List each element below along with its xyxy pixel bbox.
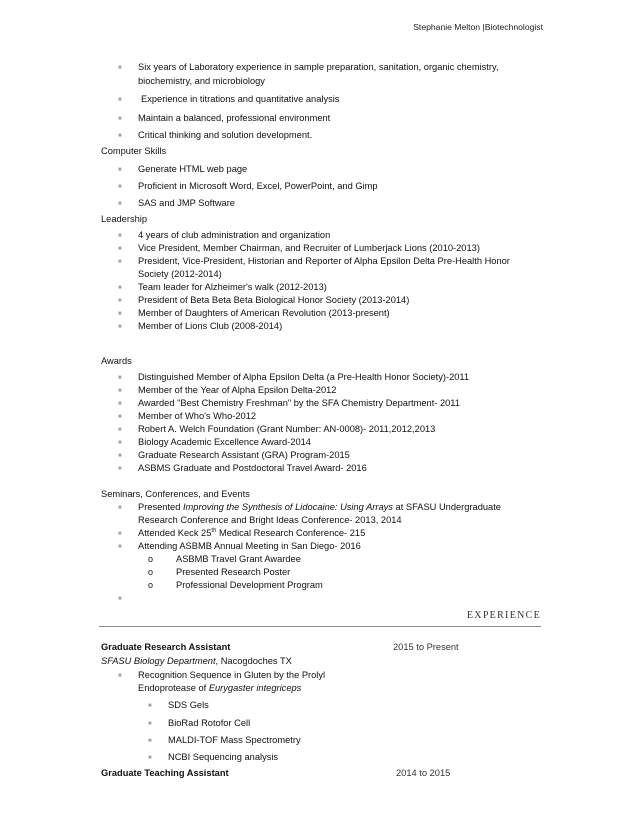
leadership-item: Member of Daughters of American Revolution (2013-present) [138,308,390,318]
bullet-icon: ■ [118,201,122,207]
bullet-icon: ■ [118,414,122,420]
bullet-icon: ■ [118,65,122,71]
lab-item: Maintain a balanced, professional environment [138,113,331,123]
computer-item: SAS and JMP Software [138,198,235,208]
award-item: Distinguished Member of Alpha Epsilon Delta (a Pre-Health Honor Society)-2011 [138,372,470,382]
bullet-icon: ■ [118,233,122,239]
bullet-icon: ■ [118,259,122,265]
seminar-subitem: Professional Development Program [176,580,323,590]
bullet-icon: ■ [148,738,152,744]
seminar-item [138,502,501,512]
bullet-icon: ■ [148,703,152,709]
seminar-text: Medical Research Conference- 215 [216,528,366,539]
bullet-icon: ■ [118,388,122,394]
leadership-item: 4 years of club administration and organization [138,230,331,240]
award-item: Member of Who's Who-2012 [138,411,257,421]
sub-bullet-icon: o [148,567,154,577]
bullet-icon: ■ [118,453,122,459]
computer-item: Generate HTML web page [138,164,248,174]
bullet-icon: ■ [118,246,122,252]
bullet-icon: ■ [118,184,122,190]
bullet-icon: ■ [148,755,152,761]
leadership-item: Society (2012-2014) [138,269,222,279]
bullet-icon: ■ [118,596,122,602]
bullet-icon: ■ [118,311,122,317]
leadership-item: Member of Lions Club (2008-2014) [138,321,283,331]
bullet-icon: ■ [118,167,122,173]
lab-item: Critical thinking and solution development. [138,130,313,140]
bullet-icon: ■ [118,116,122,122]
superscript: th [211,528,217,534]
bullet-icon: ■ [118,298,122,304]
sub-bullet-icon: o [148,554,154,564]
lab-item: Six years of Laboratory experience in sample preparation, sanitation, organic chemistry, [138,62,499,72]
lab-item: biochemistry, and microbiology [138,76,265,86]
leadership-item: President, Vice-President, Historian and Reporter of Alpha Epsilon Delta Pre-Health Honor [138,256,510,266]
section-heading: Awards [101,356,132,366]
job-title: Graduate Research Assistant [101,642,231,652]
job-organization [101,656,292,666]
computer-item: Proficient in Microsoft Word, Excel, PowerPoint, and Gimp [138,181,378,191]
section-divider [99,626,541,627]
bullet-icon: ■ [118,133,122,139]
bullet-icon: ■ [118,505,122,511]
job-text: Endoprotease of [138,683,209,693]
seminar-item: Attending ASBMB Annual Meeting in San Diego- 2016 [138,541,361,551]
species-name: Eurygaster integriceps [208,683,302,693]
bullet-icon: ■ [118,466,122,472]
bullet-icon: ■ [118,324,122,330]
bullet-icon: ■ [118,97,122,103]
talk-title: Improving the Synthesis of Lidocaine: Using Arrays [182,502,393,512]
award-item: Graduate Research Assistant (GRA) Program-2015 [138,450,350,460]
leadership-item: President of Beta Beta Beta Biological Honor Society (2013-2014) [138,295,410,305]
job-description: Recognition Sequence in Gluten by the Prolyl [138,670,326,680]
seminar-item [138,528,365,538]
job-dates: 2015 to Present [393,642,459,652]
bullet-icon: ■ [118,544,122,550]
tool-item: NCBI Sequencing analysis [168,752,279,762]
bullet-icon: ■ [118,440,122,446]
job-title: Graduate Teaching Assistant [101,768,229,778]
bullet-icon: ■ [148,721,152,727]
bullet-icon: ■ [118,375,122,381]
award-item: Member of the Year of Alpha Epsilon Delta-2012 [138,385,337,395]
award-item: Biology Academic Excellence Award-2014 [138,437,311,447]
bullet-icon: ■ [118,401,122,407]
tool-item: MALDI-TOF Mass Spectrometry [168,735,301,745]
section-heading: Seminars, Conferences, and Events [101,489,250,499]
location: , Nacogdoches TX [215,656,292,666]
bullet-icon: ■ [118,427,122,433]
leadership-item: Vice President, Member Chairman, and Recruiter of Lumberjack Lions (2010-2013) [138,243,480,253]
bullet-icon: ■ [118,531,122,537]
section-heading: Computer Skills [101,146,167,156]
seminar-text: Attended Keck 25 [138,528,212,539]
tool-item: SDS Gels [168,700,209,710]
experience-heading: EXPERIENCE [466,610,541,621]
bullet-icon: ■ [118,673,122,679]
job-dates: 2014 to 2015 [396,768,451,778]
job-description [138,683,301,693]
page-header: Stephanie Melton |Biotechnologist [413,22,543,32]
seminar-text: Presented [138,502,183,512]
lab-item: Experience in titrations and quantitative analysis [141,94,340,104]
seminar-subitem: ASBMB Travel Grant Awardee [176,554,301,564]
sub-bullet-icon: o [148,580,154,590]
leadership-item: Team leader for Alzheimer's walk (2012-2013) [138,282,327,292]
department: SFASU Biology Department [101,656,216,666]
section-heading: Leadership [101,214,148,224]
bullet-icon: ■ [118,285,122,291]
seminar-item: Research Conference and Bright Ideas Conference- 2013, 2014 [138,515,402,525]
seminar-subitem: Presented Research Poster [176,567,291,577]
award-item: Awarded "Best Chemistry Freshman" by the SFA Chemistry Department- 2011 [138,398,460,408]
seminar-text: at SFASU Undergraduate [392,502,501,512]
award-item: Robert A. Welch Foundation (Grant Number: AN-0008)- 2011,2012,2013 [138,424,436,434]
tool-item: BioRad Rotofor Cell [168,718,251,728]
award-item: ASBMS Graduate and Postdoctoral Travel Award- 2016 [138,463,367,473]
